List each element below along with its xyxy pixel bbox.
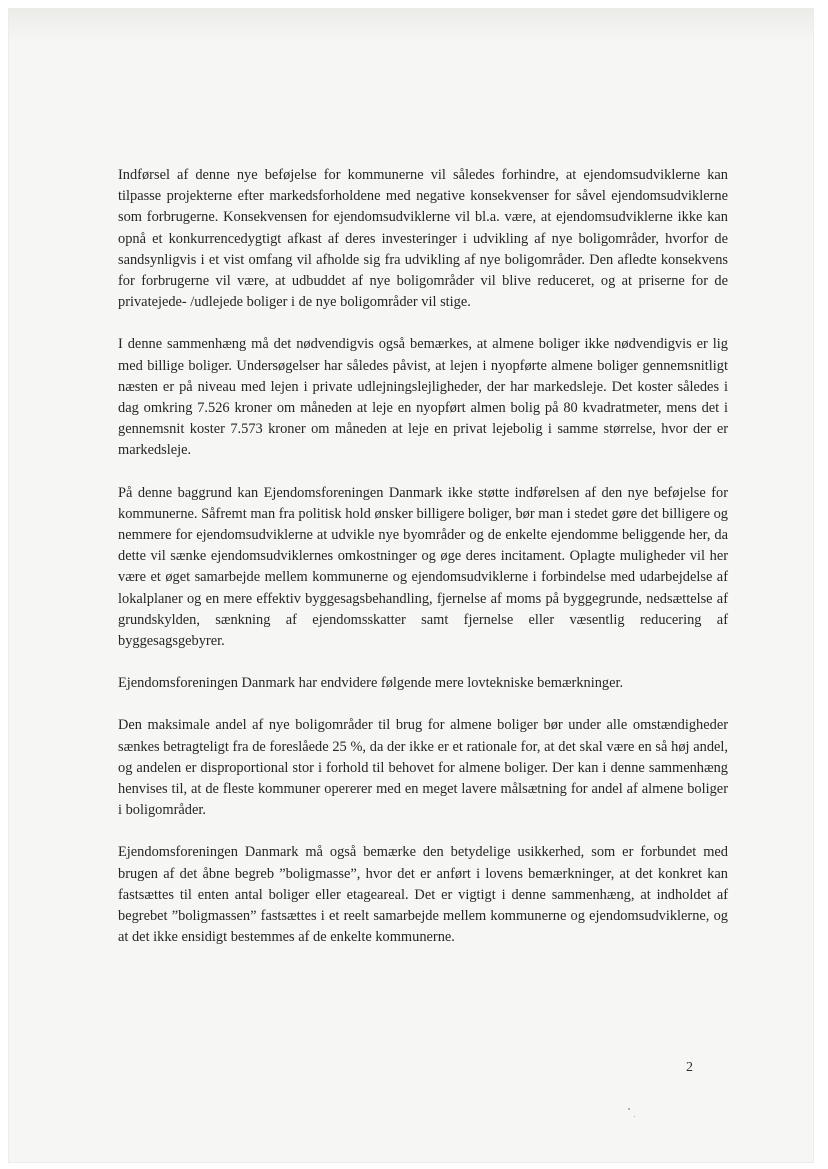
paragraph-1: Indførsel af denne nye beføjelse for kommunerne vil således forhindre, at ejendomsudviklerne kan tilpasse projekterne efter markedsforholdene med negative konsekvenser for såvel ejendomsudviklerne som forbrugerne. Konsekvensen for ejendomsudviklerne vil bl.a. være, at ejendomsudviklerne ikke kan opnå et konkurrencedygtigt afkast af deres investeringer i udvikling af nye boligområder, hvorfor de sandsynligvis i et vist omfang vil afholde sig fra udvikling af nye boligområder. Den afledte konsekvens for forbrugerne vil være, at udbuddet af nye boligområder vil blive reduceret, og at priserne for de privatejede- /udlejede boliger i de nye boligområder vil stige.	[118, 167, 728, 311]
document-body	[118, 165, 728, 970]
scan-speck	[634, 1116, 635, 1117]
scan-shadow	[8, 8, 814, 42]
page-number: 2	[686, 1060, 693, 1075]
paragraph-2: I denne sammenhæng må det nødvendigvis også bemærkes, at almene boliger ikke nødvendigvis er lig med billige boliger. Undersøgelser har således påvist, at lejen i nyopførte almene boliger gennemsnitligt næsten er på niveau med lejen i private udlejningslejligheder, der har markedsleje. Det koster således i dag omkring 7.526 kroner om måneden at leje en nyopført almen bolig på 80 kvadratmeter, mens det i gennemsnit koster 7.573 kroner om måneden at leje en privat lejebolig i samme størrelse, hvor der er markedsleje.	[118, 336, 728, 459]
paragraph-5: Den maksimale andel af nye boligområder til brug for almene boliger bør under alle omstændigheder sænkes betragteligt fra de foreslåede 25 %, da der ikke er et rationale for, at det skal være en så høj andel, og andelen er disproportional stor i forhold til behovet for almene boliger. Der kan i denne sammenhæng henvises til, at de fleste kommuner opererer med en meget lavere målsætning for andel af almene boliger i boligområder.	[118, 717, 728, 819]
paragraph-6: Ejendomsforeningen Danmark må også bemærke den betydelige usikkerhed, som er forbundet med brugen af det åbne begreb ”boligmasse”, hvor det er anført i lovens bemærkninger, at det konkret kan fastsættes til enten antal boliger eller etageareal. Det er vigtigt i denne sammenhæng, at indholdet af begrebet ”boligmassen” fastsættes i et reelt samarbejde mellem kommunerne og ejendomsudviklerne, og at det ikke ensidigt bestemmes af de enkelte kommunerne.	[118, 844, 728, 946]
paragraph-3: På denne baggrund kan Ejendomsforeningen Danmark ikke støtte indførelsen af den nye beføjelse for kommunerne. Såfremt man fra politisk hold ønsker billigere boliger, bør man i stedet gøre det billigere og nemmere for ejendomsudviklerne at udvikle nye byområder og de enkelte ejendomme beliggende her, da dette vil sænke ejendomsudviklernes omkostninger og øge deres incitament. Oplagte muligheder vil her være et øget samarbejde mellem kommunerne og ejendomsudviklerne i forbindelse med udarbejdelse af lokalplaner og en mere effektiv byggesagsbehandling, fjernelse af moms på byggegrunde, nedsættelse af grundskylden, sænkning af ejendomsskatter samt fjernelse eller væsentlig reducering af byggesagsgebyrer.	[118, 484, 728, 650]
document-page	[8, 8, 814, 1163]
paragraph-4: Ejendomsforeningen Danmark har endvidere følgende mere lovtekniske bemærkninger.	[118, 675, 624, 692]
scan-speck	[628, 1108, 630, 1110]
